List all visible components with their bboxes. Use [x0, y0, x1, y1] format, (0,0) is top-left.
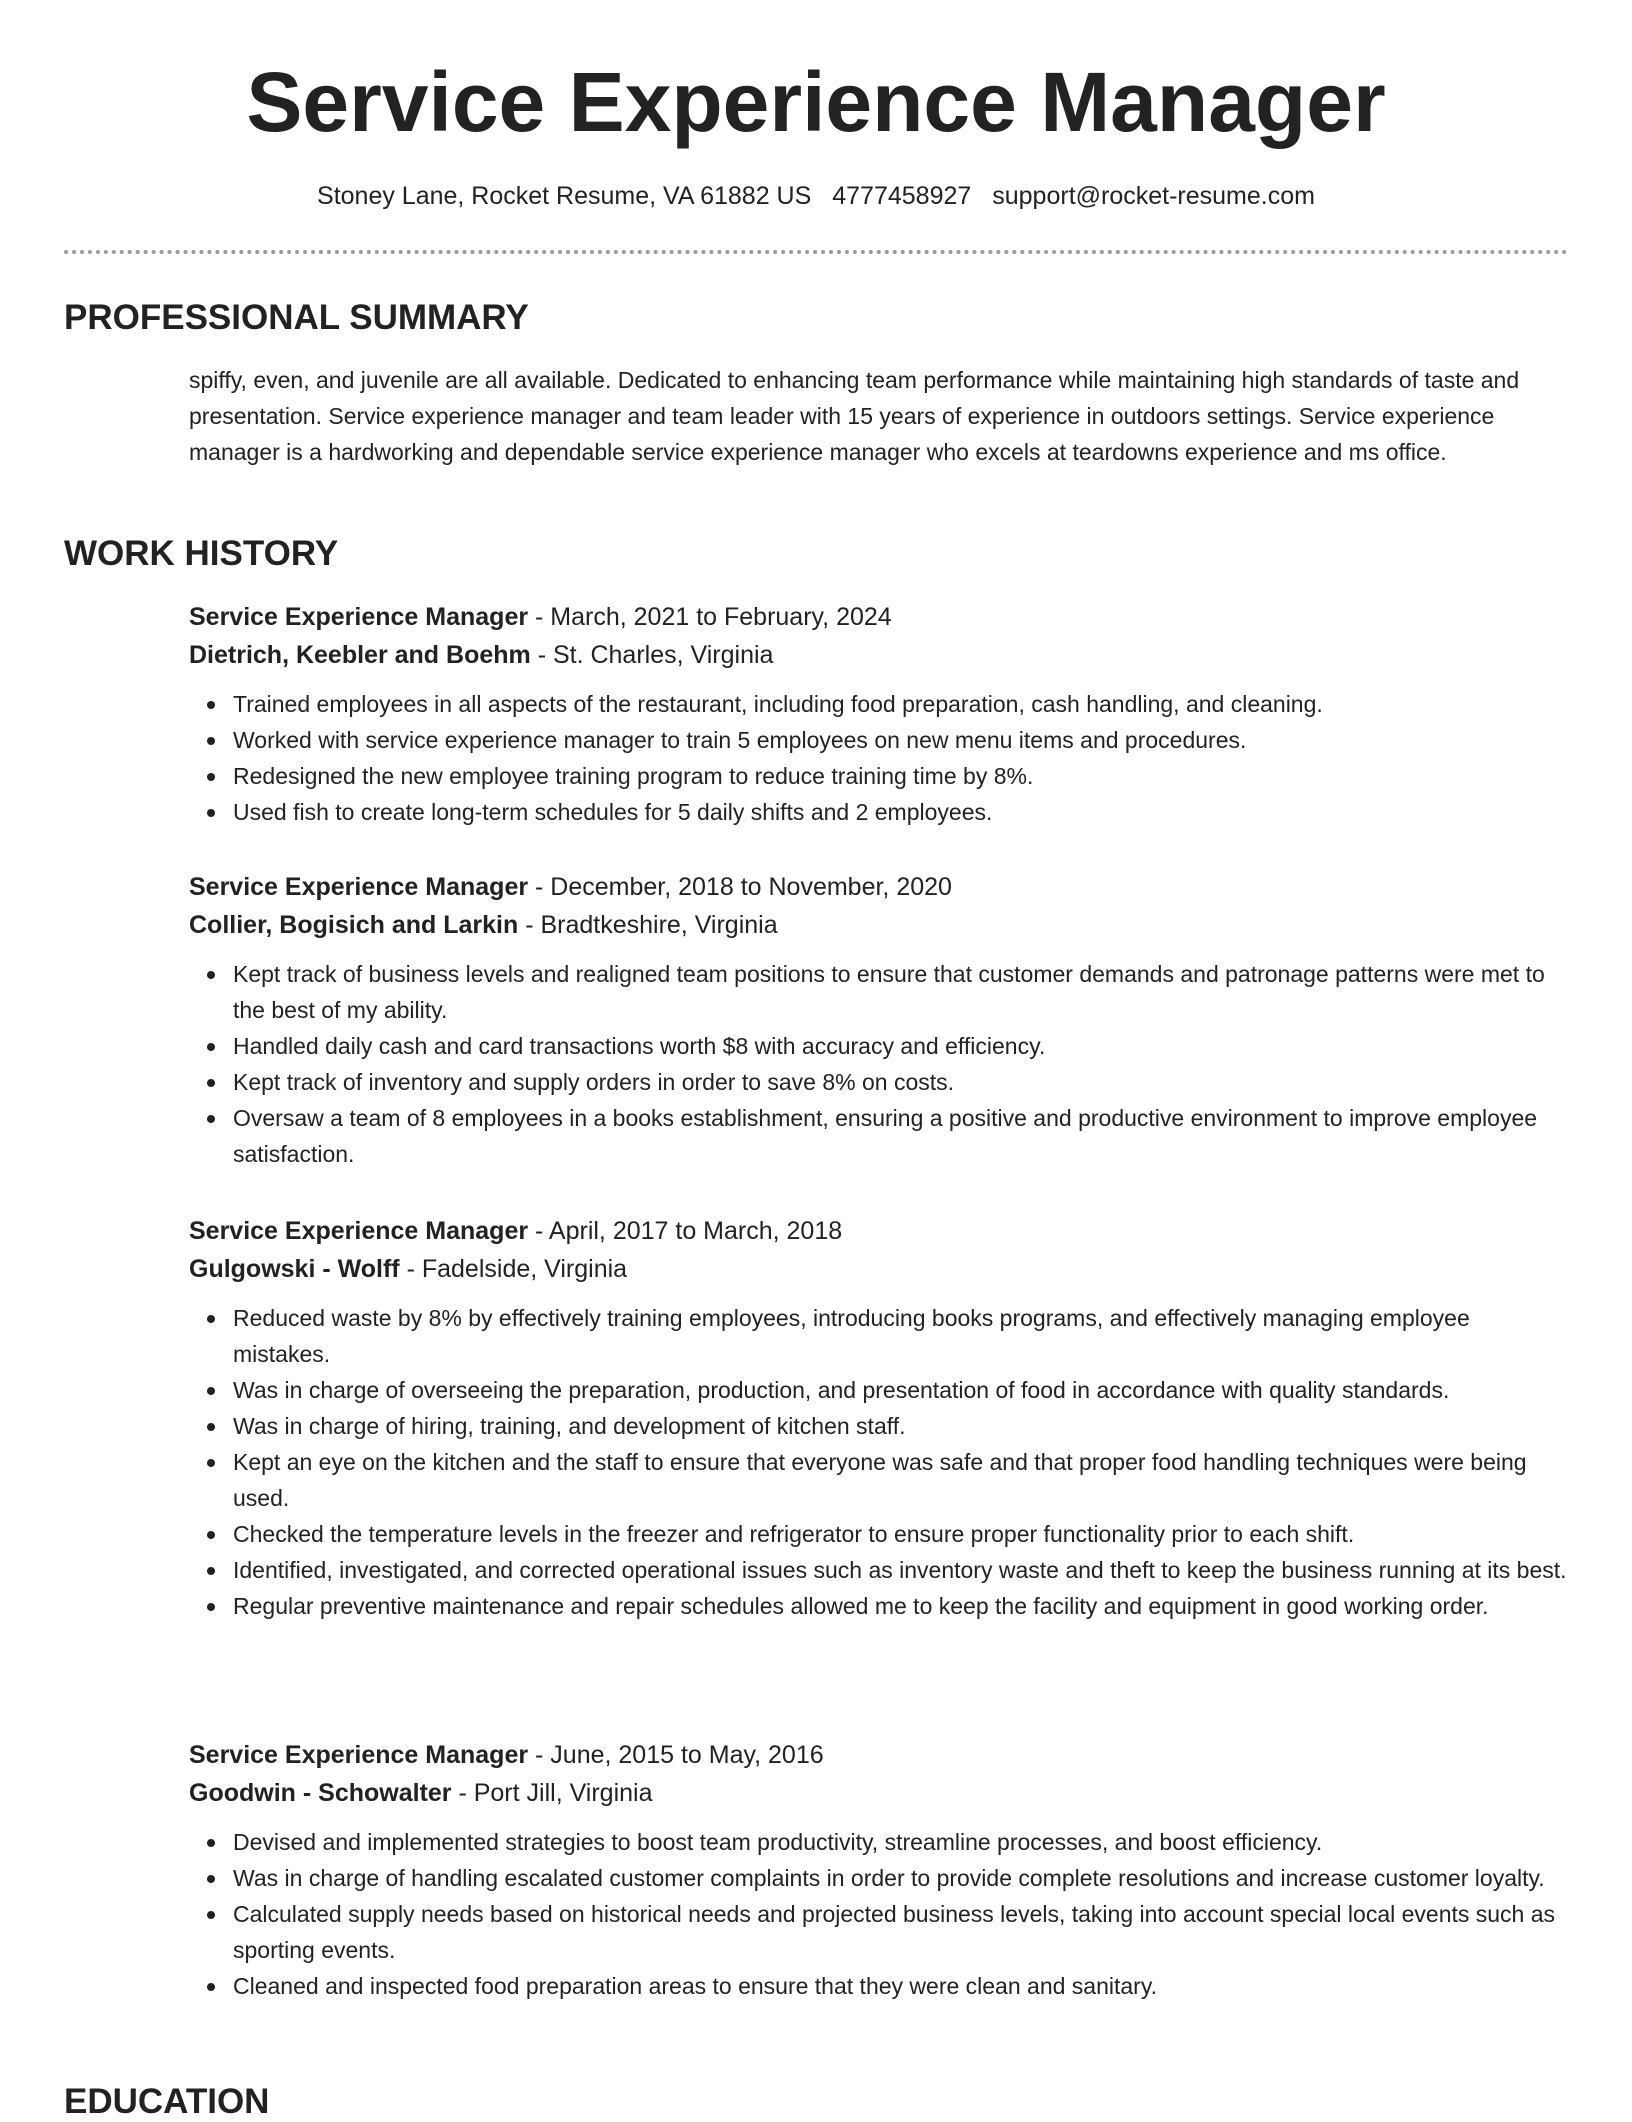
- job-bullet: Reduced waste by 8% by effectively training employees, introducing books programs, and effectively managing employee mistakes.: [233, 1300, 1569, 1372]
- job-bullet: Used fish to create long-term schedules for 5 daily shifts and 2 employees.: [233, 794, 1569, 830]
- job-location: - St. Charles, Virginia: [530, 641, 774, 669]
- job-bullet: Kept track of inventory and supply orders in order to save 8% on costs.: [233, 1064, 1569, 1100]
- job-bullet: Kept an eye on the kitchen and the staff to ensure that everyone was safe and that proper food handling techniques were being used.: [233, 1444, 1569, 1516]
- job-bullet: Kept track of business levels and realigned team positions to ensure that customer demands and patronage patterns were met to the best of my ability.: [233, 956, 1569, 1028]
- work-history-title: WORK HISTORY: [64, 534, 339, 573]
- job-bullet: Was in charge of handling escalated customer complaints in order to provide complete resolutions and increase customer loyalty.: [233, 1860, 1569, 1896]
- contact-phone: 4777458927: [832, 182, 972, 210]
- job-bullet: Regular preventive maintenance and repair schedules allowed me to keep the facility and equipment in good working order.: [233, 1588, 1569, 1624]
- job-bullets: [189, 956, 1569, 1172]
- contact-email: support@rocket-resume.com: [992, 182, 1315, 210]
- contact-address: Stoney Lane, Rocket Resume, VA 61882 US: [317, 182, 812, 210]
- job-entry: [189, 868, 1569, 1172]
- job-bullet: Devised and implemented strategies to boost team productivity, streamline processes, and boost efficiency.: [233, 1824, 1569, 1860]
- education-title: EDUCATION: [64, 2082, 270, 2121]
- job-entry: [189, 1212, 1569, 1624]
- job-title-line: [189, 598, 1569, 636]
- job-title-line: [189, 1212, 1569, 1250]
- job-role: Service Experience Manager: [189, 1217, 529, 1245]
- job-company-line: [189, 1774, 1569, 1812]
- job-bullet: Cleaned and inspected food preparation areas to ensure that they were clean and sanitary.: [233, 1968, 1569, 2004]
- job-role: Service Experience Manager: [189, 603, 529, 631]
- job-company: Gulgowski - Wolff: [189, 1255, 400, 1283]
- job-bullet: Was in charge of overseeing the preparation, production, and presentation of food in accordance with quality standards.: [233, 1372, 1569, 1408]
- job-bullets: [189, 1824, 1569, 2004]
- job-bullet: Worked with service experience manager to train 5 employees on new menu items and procedures.: [233, 722, 1569, 758]
- job-company: Collier, Bogisich and Larkin: [189, 911, 519, 939]
- job-bullet: Trained employees in all aspects of the restaurant, including food preparation, cash handling, and cleaning.: [233, 686, 1569, 722]
- contact-line: [0, 180, 1632, 212]
- job-company-line: [189, 906, 1569, 944]
- job-company-line: [189, 636, 1569, 674]
- job-bullet: Handled daily cash and card transactions worth $8 with accuracy and efficiency.: [233, 1028, 1569, 1064]
- job-title-line: [189, 868, 1569, 906]
- summary-title: PROFESSIONAL SUMMARY: [64, 298, 529, 337]
- resume-header: [0, 0, 1632, 212]
- job-bullet: Calculated supply needs based on historical needs and projected business levels, taking into account special local events such as sporting events.: [233, 1896, 1569, 1968]
- job-bullets: [189, 1300, 1569, 1624]
- job-role: Service Experience Manager: [189, 1741, 529, 1769]
- job-dates: - June, 2015 to May, 2016: [528, 1741, 824, 1769]
- job-location: - Port Jill, Virginia: [451, 1779, 653, 1807]
- summary-text: spiffy, even, and juvenile are all available. Dedicated to enhancing team performance while maintaining high standards of taste and presentation. Service experience manager and team leader with 15 years of experience in outdoors settings. Service experience manager is a hardworking and dependable service experience manager who excels at teardowns experience and ms office.: [189, 367, 1520, 465]
- job-bullets: [189, 686, 1569, 830]
- job-dates: - March, 2021 to February, 2024: [528, 603, 892, 631]
- job-bullet: Was in charge of hiring, training, and development of kitchen staff.: [233, 1408, 1569, 1444]
- header-divider: [64, 250, 1568, 254]
- job-entry: [189, 1736, 1569, 2004]
- job-company-line: [189, 1250, 1569, 1288]
- job-bullet: Checked the temperature levels in the freezer and refrigerator to ensure proper functionality prior to each shift.: [233, 1516, 1569, 1552]
- job-location: - Bradtkeshire, Virginia: [518, 911, 778, 939]
- job-bullet: Identified, investigated, and corrected operational issues such as inventory waste and theft to keep the business running at its best.: [233, 1552, 1569, 1588]
- job-role: Service Experience Manager: [189, 873, 529, 901]
- job-dates: - December, 2018 to November, 2020: [528, 873, 952, 901]
- job-dates: - April, 2017 to March, 2018: [528, 1217, 843, 1245]
- job-location: - Fadelside, Virginia: [399, 1255, 628, 1283]
- job-bullet: Oversaw a team of 8 employees in a books establishment, ensuring a positive and productive environment to improve employee satisfaction.: [233, 1100, 1569, 1172]
- candidate-name: Service Experience Manager: [246, 55, 1386, 149]
- job-entry: [189, 598, 1569, 830]
- job-title-line: [189, 1736, 1569, 1774]
- job-company: Dietrich, Keebler and Boehm: [189, 641, 531, 669]
- job-bullet: Redesigned the new employee training program to reduce training time by 8%.: [233, 758, 1569, 794]
- job-company: Goodwin - Schowalter: [189, 1779, 452, 1807]
